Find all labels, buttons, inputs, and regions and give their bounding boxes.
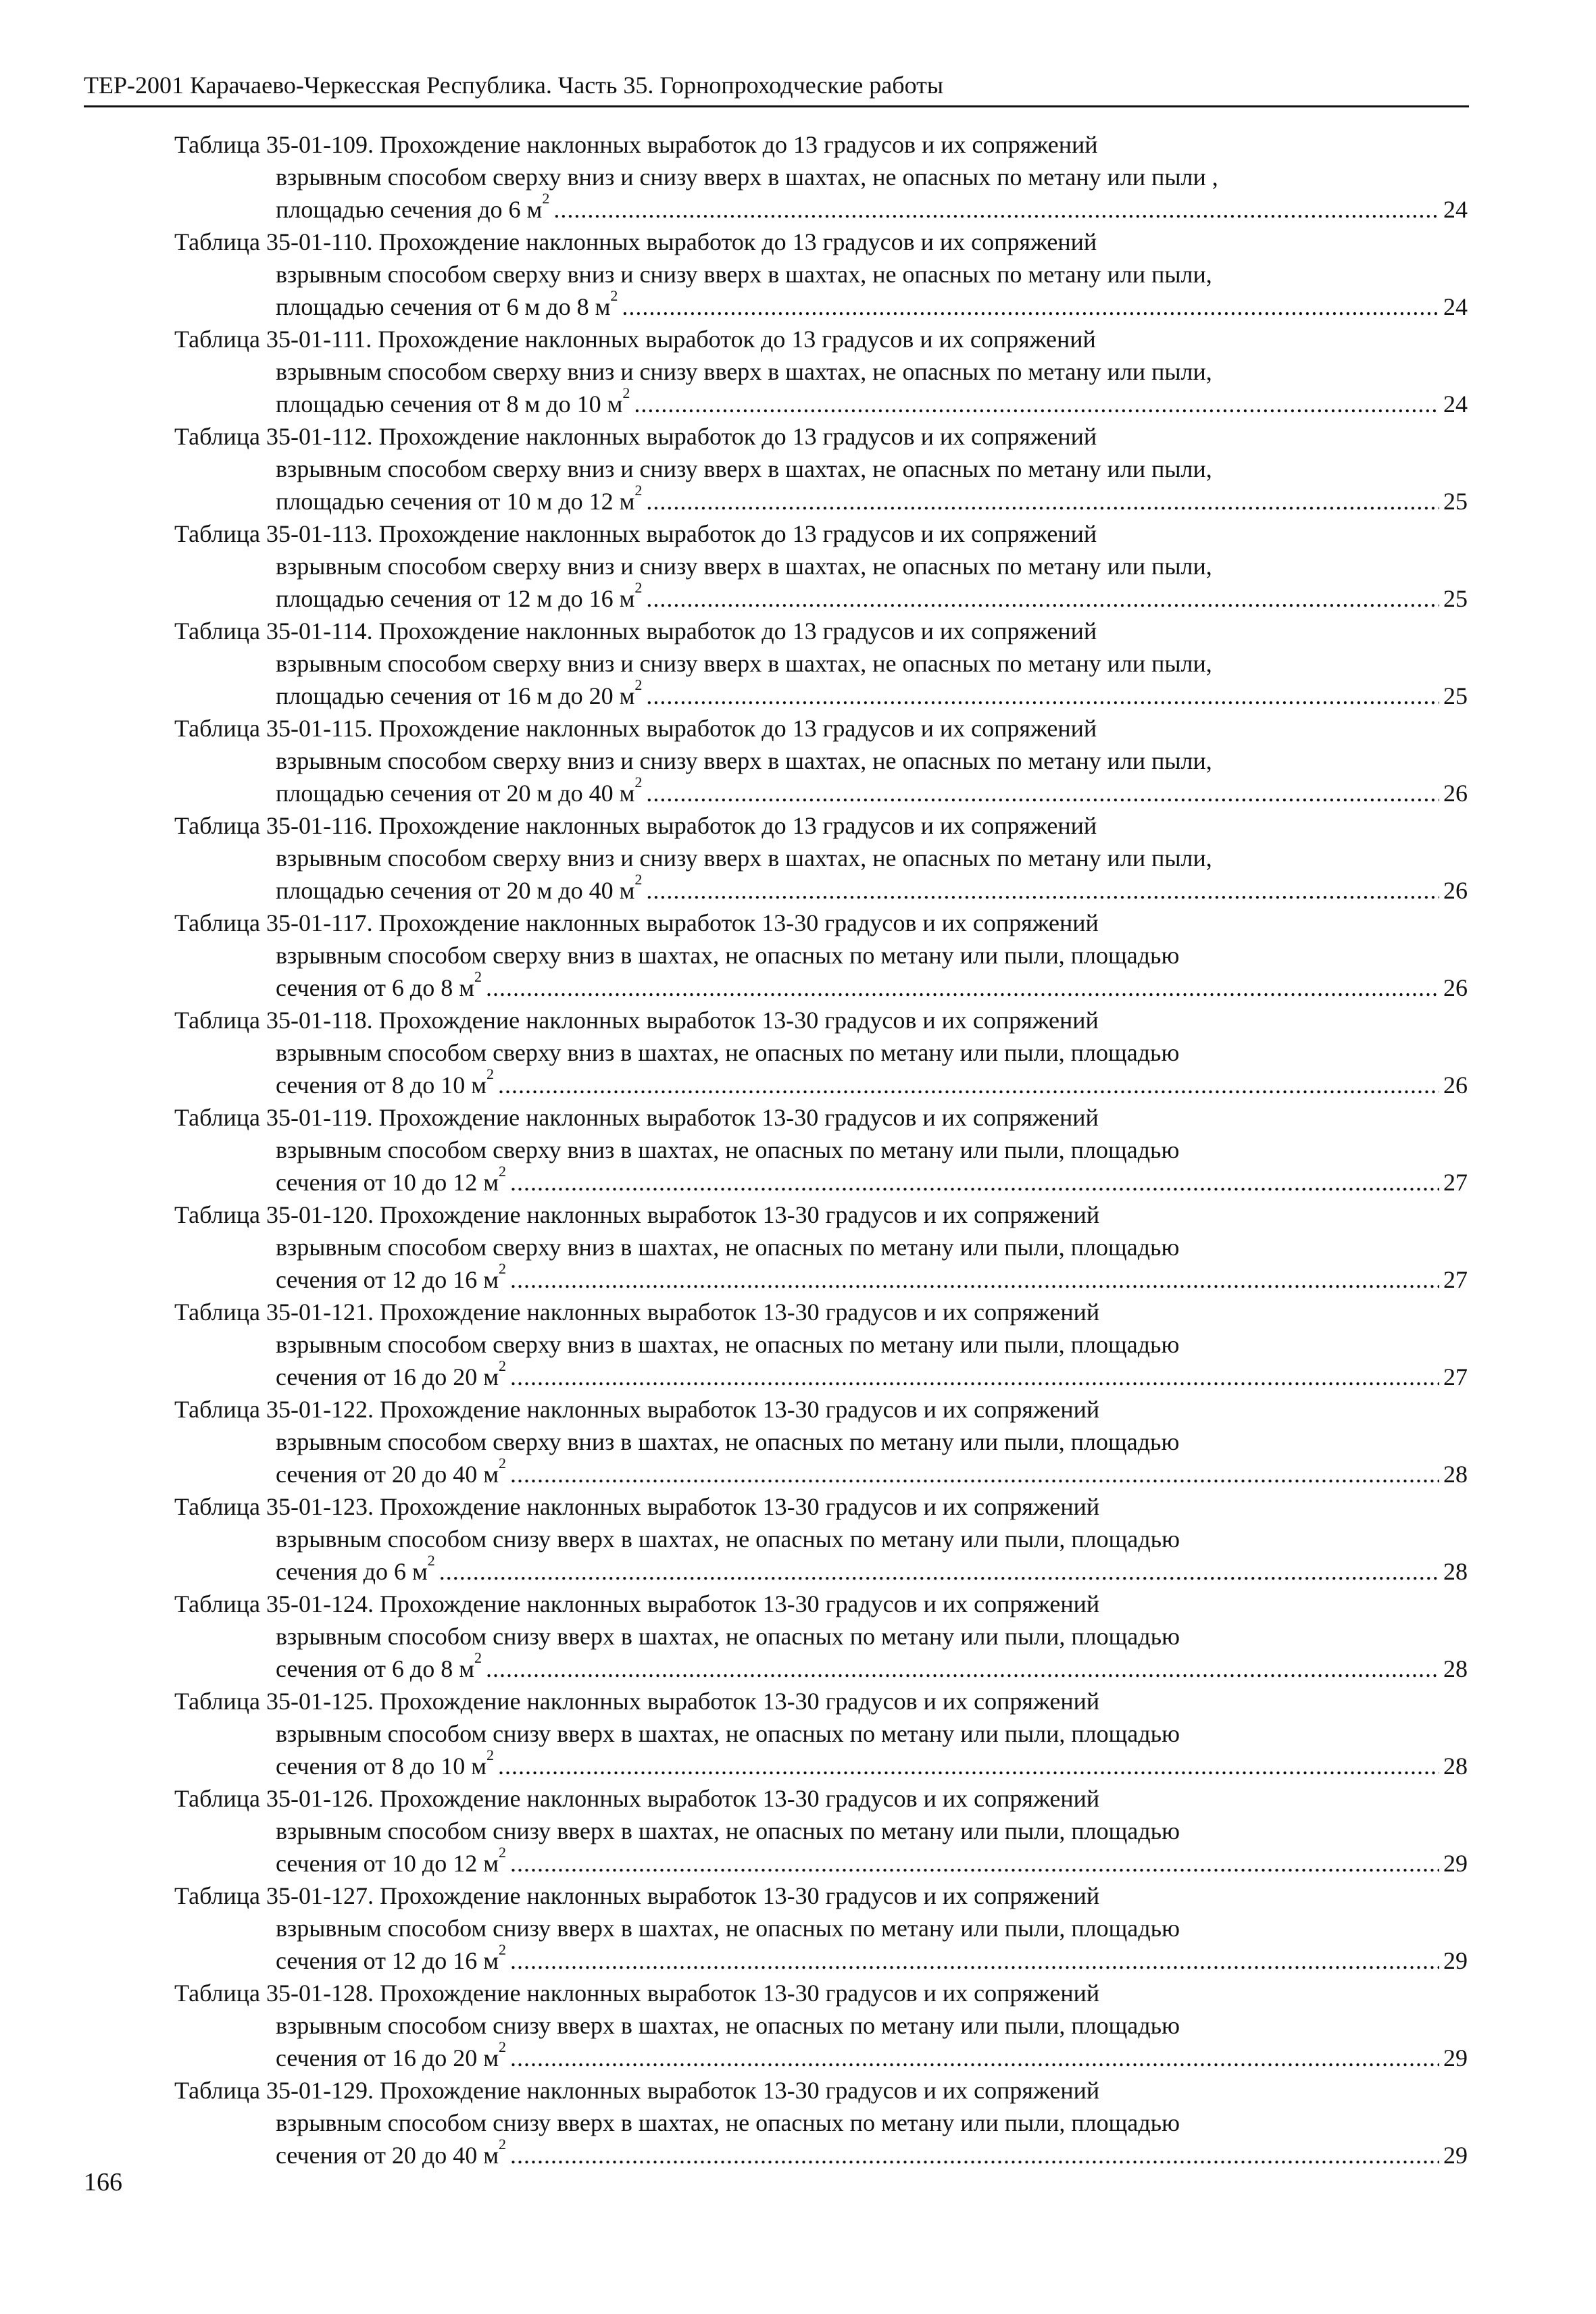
toc-entry[interactable] bbox=[174, 323, 1468, 420]
toc-entry-title: Таблица 35-01-117. Прохождение наклонных выработок 13-30 градусов и их сопряжений bbox=[174, 909, 1099, 936]
toc-entry-section-text: площадью сечения от 16 м до 20 м bbox=[276, 682, 635, 709]
toc-entry[interactable] bbox=[174, 1004, 1468, 1101]
toc-entry-title: Таблица 35-01-119. Прохождение наклонных выработок 13-30 градусов и их сопряжений bbox=[174, 1104, 1099, 1131]
toc-entry-leader-dots bbox=[510, 1944, 1439, 1977]
toc-entry-page-number: 28 bbox=[1443, 1753, 1468, 1780]
toc-entry-leader-dots bbox=[646, 874, 1439, 907]
toc-entry-section-text: сечения от 10 до 12 м bbox=[276, 1850, 499, 1877]
toc-entry-leader-dots bbox=[510, 1361, 1439, 1393]
toc-entry[interactable] bbox=[174, 518, 1468, 615]
toc-entry-section-text: сечения от 6 до 8 м bbox=[276, 974, 475, 1001]
toc-entry-leader-dots bbox=[498, 1069, 1439, 1101]
toc-entry-page-number: 24 bbox=[1443, 391, 1468, 418]
toc-entry[interactable] bbox=[174, 1880, 1468, 1977]
toc-entry-section-text: площадью сечения от 6 м до 8 м bbox=[276, 293, 611, 320]
toc-entry-section-area bbox=[276, 676, 643, 712]
toc-entry-superscript: 2 bbox=[474, 1649, 482, 1666]
toc-entry-leader-dots bbox=[646, 485, 1439, 518]
toc-entry-page-number: 26 bbox=[1443, 780, 1468, 807]
toc-entry-leader-dots bbox=[510, 1166, 1439, 1199]
toc-entry-title: Таблица 35-01-112. Прохождение наклонных выработок до 13 градусов и их сопряжений bbox=[174, 423, 1097, 450]
toc-entry-page-number: 29 bbox=[1443, 1850, 1468, 1877]
toc-entry-description: взрывным способом сверху вниз и снизу вверх в шахтах, не опасных по метану или пыли, bbox=[276, 261, 1212, 288]
toc-entry[interactable] bbox=[174, 2074, 1468, 2171]
toc-entry-section-text: сечения от 10 до 12 м bbox=[276, 1169, 499, 1196]
toc-entry-last-line bbox=[174, 1065, 1468, 1101]
toc-entry-section-area bbox=[276, 1065, 495, 1101]
toc-entry-title: Таблица 35-01-126. Прохождение наклонных выработок 13-30 градусов и их сопряжений bbox=[174, 1785, 1100, 1812]
toc-entry-title: Таблица 35-01-124. Прохождение наклонных выработок 13-30 градусов и их сопряжений bbox=[174, 1590, 1100, 1617]
toc-entry-title: Таблица 35-01-111. Прохождение наклонных выработок до 13 градусов и их сопряжений bbox=[174, 326, 1096, 353]
toc-entry-last-line bbox=[174, 1941, 1468, 1977]
toc-entry[interactable] bbox=[174, 1296, 1468, 1393]
toc-entry-section-text: площадью сечения до 6 м bbox=[276, 196, 543, 223]
toc-entry-superscript: 2 bbox=[499, 1941, 507, 1958]
toc-entry-section-area bbox=[276, 1163, 507, 1199]
toc-entry-section-area bbox=[276, 871, 643, 907]
toc-entry-leader-dots bbox=[510, 2042, 1439, 2074]
toc-entry-title: Таблица 35-01-115. Прохождение наклонных выработок до 13 градусов и их сопряжений bbox=[174, 715, 1097, 742]
toc-entry-description: взрывным способом снизу вверх в шахтах, не опасных по метану или пыли, площадью bbox=[276, 1526, 1180, 1553]
toc-entry-description: взрывным способом сверху вниз в шахтах, не опасных по метану или пыли, площадью bbox=[276, 1331, 1180, 1358]
toc-entry-section-area bbox=[276, 190, 550, 226]
toc-entry-description: взрывным способом сверху вниз и снизу вверх в шахтах, не опасных по метану или пыли, bbox=[276, 650, 1212, 677]
toc-entry-description: взрывным способом снизу вверх в шахтах, не опасных по метану или пыли, площадью bbox=[276, 1623, 1180, 1650]
toc-entry-superscript: 2 bbox=[634, 871, 643, 888]
toc-entry-last-line bbox=[174, 1552, 1468, 1588]
toc-entry-superscript: 2 bbox=[634, 774, 643, 790]
toc-entry-last-line bbox=[174, 2038, 1468, 2074]
toc-entry-section-text: сечения от 8 до 10 м bbox=[276, 1072, 487, 1099]
toc-entry[interactable] bbox=[174, 1977, 1468, 2074]
toc-entry-page-number: 28 bbox=[1443, 1655, 1468, 1682]
toc-entry-superscript: 2 bbox=[499, 1844, 507, 1861]
toc-entry-description: взрывным способом сверху вниз и снизу вверх в шахтах, не опасных по метану или пыли, bbox=[276, 747, 1212, 774]
toc-entry-description: взрывным способом сверху вниз и снизу вверх в шахтах, не опасных по метану или пыли, bbox=[276, 455, 1212, 482]
toc-entry-superscript: 2 bbox=[542, 190, 550, 207]
toc-entry-title: Таблица 35-01-120. Прохождение наклонных выработок 13-30 градусов и их сопряжений bbox=[174, 1201, 1100, 1228]
toc-entry-leader-dots bbox=[646, 777, 1439, 809]
toc-entry-section-area bbox=[276, 1260, 507, 1296]
toc-entry-last-line bbox=[174, 384, 1468, 420]
toc-entry-section-area bbox=[276, 1455, 507, 1490]
toc-entry-superscript: 2 bbox=[499, 1260, 507, 1277]
toc-entry-page-number: 27 bbox=[1443, 1363, 1468, 1390]
toc-entry-section-area bbox=[276, 774, 643, 809]
toc-entry-title: Таблица 35-01-109. Прохождение наклонных выработок до 13 градусов и их сопряжений bbox=[174, 131, 1098, 158]
toc-entry-last-line bbox=[174, 676, 1468, 712]
toc-entry-superscript: 2 bbox=[499, 1357, 507, 1374]
toc-entry-page-number: 27 bbox=[1443, 1266, 1468, 1293]
toc-entry-leader-dots bbox=[646, 582, 1439, 615]
toc-entry-description: взрывным способом снизу вверх в шахтах, не опасных по метану или пыли, площадью bbox=[276, 2012, 1180, 2039]
toc-entry-page-number: 28 bbox=[1443, 1558, 1468, 1585]
toc-entry-title: Таблица 35-01-116. Прохождение наклонных выработок до 13 градусов и их сопряжений bbox=[174, 812, 1097, 839]
toc-entry-last-line bbox=[174, 1455, 1468, 1490]
toc-entry-section-area bbox=[276, 2038, 507, 2074]
toc-entry-section-area bbox=[276, 1649, 482, 1685]
toc-entry-last-line bbox=[174, 871, 1468, 907]
toc-entry[interactable] bbox=[174, 712, 1468, 809]
toc-entry-leader-dots bbox=[486, 972, 1439, 1004]
toc-entry-description: взрывным способом сверху вниз в шахтах, не опасных по метану или пыли, площадью bbox=[276, 1234, 1180, 1261]
toc-entry-section-area bbox=[276, 2136, 507, 2171]
toc-entry[interactable] bbox=[174, 128, 1468, 226]
toc-entry-leader-dots bbox=[553, 193, 1439, 226]
toc-entry-section-area bbox=[276, 1357, 507, 1393]
toc-entry-last-line bbox=[174, 287, 1468, 323]
toc-entry-section-area bbox=[276, 287, 618, 323]
toc-entry-last-line bbox=[174, 1357, 1468, 1393]
toc-entry[interactable] bbox=[174, 907, 1468, 1004]
toc-entry-superscript: 2 bbox=[427, 1552, 435, 1569]
toc-entry-last-line bbox=[174, 2136, 1468, 2171]
toc-entry-leader-dots bbox=[510, 1847, 1439, 1880]
toc-entry-description: взрывным способом снизу вверх в шахтах, не опасных по метану или пыли, площадью bbox=[276, 1817, 1180, 1844]
header-divider bbox=[84, 105, 1469, 107]
toc-entry-description: взрывным способом снизу вверх в шахтах, не опасных по метану или пыли, площадью bbox=[276, 1720, 1180, 1747]
toc-entry-section-text: сечения от 6 до 8 м bbox=[276, 1655, 475, 1682]
toc-entry-title: Таблица 35-01-128. Прохождение наклонных выработок 13-30 градусов и их сопряжений bbox=[174, 1980, 1100, 2007]
toc-entry-superscript: 2 bbox=[634, 676, 643, 693]
toc-entry-last-line bbox=[174, 1163, 1468, 1199]
toc-entry-description: взрывным способом сверху вниз в шахтах, не опасных по метану или пыли, площадью bbox=[276, 1136, 1180, 1163]
toc-entry-last-line bbox=[174, 774, 1468, 809]
toc-entry-leader-dots bbox=[486, 1653, 1439, 1685]
toc-entry-description: взрывным способом сверху вниз и снизу вверх в шахтах, не опасных по метану или пыли, bbox=[276, 845, 1212, 872]
toc-entry-description: взрывным способом сверху вниз в шахтах, не опасных по метану или пыли, площадью bbox=[276, 1039, 1180, 1066]
toc-entry-section-text: сечения от 20 до 40 м bbox=[276, 1461, 499, 1488]
toc-entry-section-text: сечения от 20 до 40 м bbox=[276, 2142, 499, 2169]
toc-entry-last-line bbox=[174, 1649, 1468, 1685]
table-of-contents bbox=[174, 128, 1468, 2171]
toc-entry-section-text: площадью сечения от 20 м до 40 м bbox=[276, 780, 635, 807]
toc-entry-title: Таблица 35-01-122. Прохождение наклонных выработок 13-30 градусов и их сопряжений bbox=[174, 1396, 1100, 1423]
toc-entry-section-text: площадью сечения от 8 м до 10 м bbox=[276, 391, 623, 418]
toc-entry-superscript: 2 bbox=[610, 287, 618, 304]
toc-entry-superscript: 2 bbox=[622, 384, 630, 401]
toc-entry[interactable] bbox=[174, 809, 1468, 907]
toc-entry-page-number: 28 bbox=[1443, 1461, 1468, 1488]
toc-entry-description: взрывным способом снизу вверх в шахтах, не опасных по метану или пыли, площадью bbox=[276, 2109, 1180, 2136]
toc-entry[interactable] bbox=[174, 1588, 1468, 1685]
toc-entry-title: Таблица 35-01-113. Прохождение наклонных выработок до 13 градусов и их сопряжений bbox=[174, 520, 1097, 547]
toc-entry-section-area bbox=[276, 482, 643, 518]
toc-entry-description: взрывным способом сверху вниз и снизу вверх в шахтах, не опасных по метану или пыли, bbox=[276, 358, 1212, 385]
toc-entry-page-number: 26 bbox=[1443, 877, 1468, 904]
toc-entry-title: Таблица 35-01-114. Прохождение наклонных выработок до 13 градусов и их сопряжений bbox=[174, 618, 1097, 645]
toc-entry-title: Таблица 35-01-118. Прохождение наклонных выработок 13-30 градусов и их сопряжений bbox=[174, 1007, 1099, 1034]
toc-entry[interactable] bbox=[174, 615, 1468, 712]
toc-entry-title: Таблица 35-01-125. Прохождение наклонных выработок 13-30 градусов и их сопряжений bbox=[174, 1688, 1100, 1715]
toc-entry-section-text: площадью сечения от 12 м до 16 м bbox=[276, 585, 635, 612]
toc-entry-description: взрывным способом сверху вниз в шахтах, не опасных по метану или пыли, площадью bbox=[276, 942, 1180, 969]
toc-entry-superscript: 2 bbox=[487, 1065, 495, 1082]
toc-entry-leader-dots bbox=[510, 1263, 1439, 1296]
toc-entry-superscript: 2 bbox=[487, 1746, 495, 1763]
toc-entry-title: Таблица 35-01-110. Прохождение наклонных выработок до 13 градусов и их сопряжений bbox=[174, 228, 1097, 255]
toc-entry-section-text: сечения от 12 до 16 м bbox=[276, 1266, 499, 1293]
toc-entry-section-text: сечения от 16 до 20 м bbox=[276, 2044, 499, 2071]
toc-entry-title: Таблица 35-01-129. Прохождение наклонных выработок 13-30 градусов и их сопряжений bbox=[174, 2077, 1100, 2104]
toc-entry-page-number: 25 bbox=[1443, 488, 1468, 515]
toc-entry-leader-dots bbox=[510, 1458, 1439, 1490]
toc-entry[interactable] bbox=[174, 1199, 1468, 1296]
toc-entry-section-text: сечения до 6 м bbox=[276, 1558, 428, 1585]
page-number: 166 bbox=[84, 2168, 122, 2196]
toc-entry-section-text: сечения от 8 до 10 м bbox=[276, 1753, 487, 1780]
toc-entry[interactable] bbox=[174, 1782, 1468, 1880]
toc-entry-description: взрывным способом сверху вниз и снизу вверх в шахтах, не опасных по метану или пыли, bbox=[276, 553, 1212, 580]
toc-entry-page-number: 25 bbox=[1443, 682, 1468, 709]
toc-entry-page-number: 29 bbox=[1443, 2142, 1468, 2169]
toc-entry-superscript: 2 bbox=[499, 2038, 507, 2055]
toc-entry[interactable] bbox=[174, 1685, 1468, 1782]
toc-entry[interactable] bbox=[174, 226, 1468, 323]
toc-entry-page-number: 26 bbox=[1443, 1072, 1468, 1099]
toc-entry-leader-dots bbox=[510, 2139, 1439, 2171]
toc-entry-superscript: 2 bbox=[474, 968, 482, 985]
toc-entry-title: Таблица 35-01-123. Прохождение наклонных выработок 13-30 градусов и их сопряжений bbox=[174, 1493, 1100, 1520]
toc-entry-leader-dots bbox=[439, 1555, 1439, 1588]
toc-entry-superscript: 2 bbox=[499, 1163, 507, 1180]
toc-entry-title: Таблица 35-01-127. Прохождение наклонных выработок 13-30 градусов и их сопряжений bbox=[174, 1882, 1100, 1909]
toc-entry[interactable] bbox=[174, 1101, 1468, 1199]
toc-entry-last-line bbox=[174, 1260, 1468, 1296]
toc-entry-last-line bbox=[174, 968, 1468, 1004]
toc-entry-section-text: сечения от 12 до 16 м bbox=[276, 1947, 499, 1974]
toc-entry-page-number: 29 bbox=[1443, 1947, 1468, 1974]
toc-entry-title: Таблица 35-01-121. Прохождение наклонных выработок 13-30 градусов и их сопряжений bbox=[174, 1299, 1100, 1326]
toc-entry-page-number: 29 bbox=[1443, 2044, 1468, 2071]
toc-entry-last-line bbox=[174, 482, 1468, 518]
toc-entry-superscript: 2 bbox=[634, 579, 643, 596]
toc-entry[interactable] bbox=[174, 1393, 1468, 1490]
toc-entry-superscript: 2 bbox=[499, 1455, 507, 1472]
toc-entry-description: взрывным способом сверху вниз и снизу вверх в шахтах, не опасных по метану или пыли , bbox=[276, 164, 1218, 191]
toc-entry-superscript: 2 bbox=[634, 482, 643, 499]
toc-entry-section-area bbox=[276, 1941, 507, 1977]
toc-entry-last-line bbox=[174, 1746, 1468, 1782]
toc-entry-page-number: 24 bbox=[1443, 196, 1468, 223]
toc-entry-description: взрывным способом снизу вверх в шахтах, не опасных по метану или пыли, площадью bbox=[276, 1915, 1180, 1942]
toc-entry-page-number: 25 bbox=[1443, 585, 1468, 612]
toc-entry-section-text: сечения от 16 до 20 м bbox=[276, 1363, 499, 1390]
toc-entry-section-text: площадью сечения от 10 м до 12 м bbox=[276, 488, 635, 515]
toc-entry-leader-dots bbox=[634, 388, 1439, 420]
toc-entry-section-area bbox=[276, 1844, 507, 1880]
toc-entry-section-area bbox=[276, 579, 643, 615]
page-header: ТЕР-2001 Карачаево-Черкесская Республика. Часть 35. Горнопроходческие работы bbox=[84, 72, 944, 99]
toc-entry-leader-dots bbox=[622, 291, 1439, 323]
toc-entry[interactable] bbox=[174, 1490, 1468, 1588]
toc-entry-section-area bbox=[276, 384, 630, 420]
toc-entry-section-area bbox=[276, 968, 482, 1004]
toc-entry-section-area bbox=[276, 1552, 435, 1588]
toc-entry-page-number: 27 bbox=[1443, 1169, 1468, 1196]
toc-entry-last-line bbox=[174, 190, 1468, 226]
toc-entry-last-line bbox=[174, 579, 1468, 615]
toc-entry-description: взрывным способом сверху вниз в шахтах, не опасных по метану или пыли, площадью bbox=[276, 1428, 1180, 1455]
toc-entry-section-text: площадью сечения от 20 м до 40 м bbox=[276, 877, 635, 904]
toc-entry-page-number: 24 bbox=[1443, 293, 1468, 320]
toc-entry-superscript: 2 bbox=[499, 2136, 507, 2153]
toc-entry-page-number: 26 bbox=[1443, 974, 1468, 1001]
toc-entry-section-area bbox=[276, 1746, 495, 1782]
toc-entry-leader-dots bbox=[646, 680, 1439, 712]
toc-entry[interactable] bbox=[174, 420, 1468, 518]
toc-entry-last-line bbox=[174, 1844, 1468, 1880]
toc-entry-leader-dots bbox=[498, 1750, 1439, 1782]
